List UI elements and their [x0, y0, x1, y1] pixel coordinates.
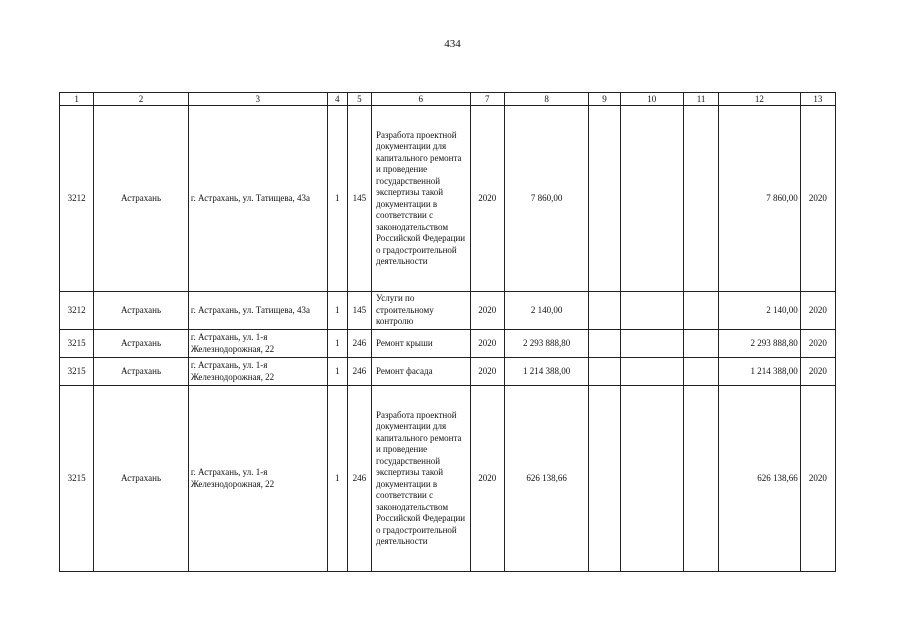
col11-cell — [683, 358, 718, 386]
works-table — [59, 92, 836, 572]
year-cell: 2020 — [470, 358, 504, 386]
end-year-cell: 2020 — [800, 106, 835, 292]
header-cell: 9 — [589, 93, 620, 106]
table-row — [60, 358, 836, 386]
total-cell: 626 138,66 — [719, 386, 801, 572]
header-cell: 1 — [60, 93, 94, 106]
work-description: Разработа проектной документации для капитального ремонта и проведение государственной экспертизы такой документации в соответствии с законодательством Российской Федерации о градостроительной деятельности — [371, 386, 470, 572]
end-year-cell: 2020 — [800, 386, 835, 572]
col10-cell — [620, 386, 683, 572]
col4-cell: 1 — [327, 386, 347, 572]
year-cell: 2020 — [470, 330, 504, 358]
col5-cell: 246 — [347, 358, 371, 386]
col11-cell — [683, 106, 718, 292]
header-cell: 6 — [371, 93, 470, 106]
cost-cell: 2 140,00 — [504, 292, 589, 330]
col5-cell: 145 — [347, 292, 371, 330]
header-cell: 7 — [470, 93, 504, 106]
work-description: Ремонт фасада — [371, 358, 470, 386]
total-cell: 2 140,00 — [719, 292, 801, 330]
city-cell: Астрахань — [94, 292, 189, 330]
row-number: 3215 — [60, 358, 94, 386]
col11-cell — [683, 386, 718, 572]
total-cell: 1 214 388,00 — [719, 358, 801, 386]
header-cell: 8 — [504, 93, 589, 106]
col10-cell — [620, 358, 683, 386]
col5-cell: 145 — [347, 106, 371, 292]
work-description: Услуги по строительному контролю — [371, 292, 470, 330]
header-cell: 3 — [188, 93, 327, 106]
cost-cell: 626 138,66 — [504, 386, 589, 572]
col9-cell — [589, 386, 620, 572]
city-cell: Астрахань — [94, 358, 189, 386]
header-cell: 4 — [327, 93, 347, 106]
row-number: 3215 — [60, 386, 94, 572]
col10-cell — [620, 292, 683, 330]
address-cell: г. Астрахань, ул. 1-я Железнодорожная, 22 — [188, 358, 327, 386]
col5-cell: 246 — [347, 386, 371, 572]
header-cell: 12 — [719, 93, 801, 106]
header-cell: 10 — [620, 93, 683, 106]
total-cell: 2 293 888,80 — [719, 330, 801, 358]
year-cell: 2020 — [470, 106, 504, 292]
col10-cell — [620, 106, 683, 292]
col4-cell: 1 — [327, 106, 347, 292]
header-cell: 5 — [347, 93, 371, 106]
col4-cell: 1 — [327, 330, 347, 358]
city-cell: Астрахань — [94, 330, 189, 358]
table-row — [60, 106, 836, 292]
col5-cell: 246 — [347, 330, 371, 358]
end-year-cell: 2020 — [800, 330, 835, 358]
col11-cell — [683, 292, 718, 330]
row-number: 3215 — [60, 330, 94, 358]
total-cell: 7 860,00 — [719, 106, 801, 292]
address-cell: г. Астрахань, ул. 1-я Железнодорожная, 22 — [188, 330, 327, 358]
col9-cell — [589, 106, 620, 292]
year-cell: 2020 — [470, 386, 504, 572]
end-year-cell: 2020 — [800, 292, 835, 330]
col10-cell — [620, 330, 683, 358]
work-description: Ремонт крыши — [371, 330, 470, 358]
table-row — [60, 292, 836, 330]
table-row — [60, 330, 836, 358]
address-cell: г. Астрахань, ул. 1-я Железнодорожная, 22 — [188, 386, 327, 572]
row-number: 3212 — [60, 292, 94, 330]
header-cell: 11 — [683, 93, 718, 106]
header-cell: 2 — [94, 93, 189, 106]
header-cell: 13 — [800, 93, 835, 106]
col9-cell — [589, 330, 620, 358]
city-cell: Астрахань — [94, 106, 189, 292]
header-row — [60, 93, 836, 106]
col9-cell — [589, 292, 620, 330]
table-row — [60, 386, 836, 572]
end-year-cell: 2020 — [800, 358, 835, 386]
cost-cell: 7 860,00 — [504, 106, 589, 292]
col4-cell: 1 — [327, 292, 347, 330]
city-cell: Астрахань — [94, 386, 189, 572]
address-cell: г. Астрахань, ул. Татищева, 43а — [188, 292, 327, 330]
work-description: Разработа проектной документации для капитального ремонта и проведение государственной экспертизы такой документации в соответствии с законодательством Российской Федерации о градостроительной деятельности — [371, 106, 470, 292]
address-cell: г. Астрахань, ул. Татищева, 43а — [188, 106, 327, 292]
cost-cell: 2 293 888,80 — [504, 330, 589, 358]
cost-cell: 1 214 388,00 — [504, 358, 589, 386]
col4-cell: 1 — [327, 358, 347, 386]
col11-cell — [683, 330, 718, 358]
year-cell: 2020 — [470, 292, 504, 330]
col9-cell — [589, 358, 620, 386]
row-number: 3212 — [60, 106, 94, 292]
page-number: 434 — [444, 38, 461, 50]
